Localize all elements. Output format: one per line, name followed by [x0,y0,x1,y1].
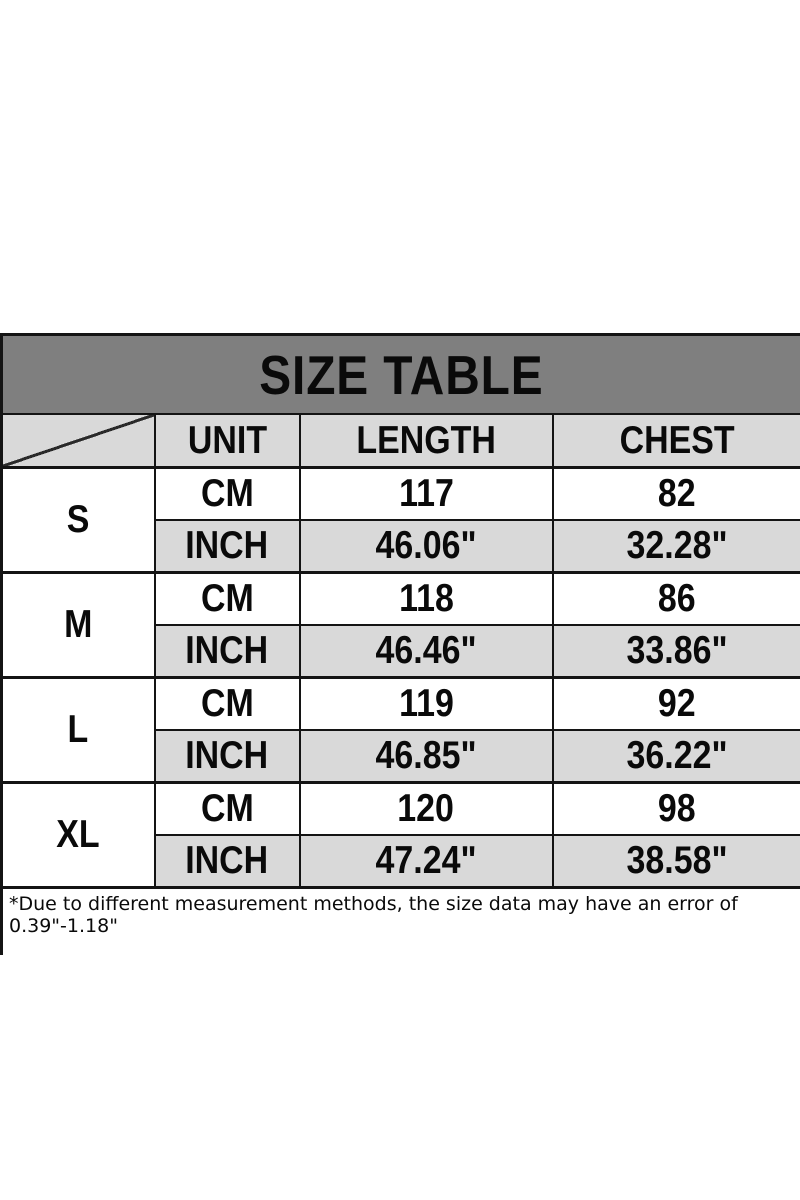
diagonal-line [3,415,154,466]
cell-text: CM [200,787,254,830]
size-label-xl-text: XL [56,813,100,856]
cell-xl-cm-chest [553,783,800,836]
cell-text: 118 [398,577,454,620]
cell-text: CM [200,577,254,620]
cell-text: 38.58" [626,839,728,882]
size-table [0,333,800,955]
footnote: *Due to different measurement methods, the size data may have an error of 0.39"-1.18" [0,889,800,955]
cell-m-cm-length [300,573,553,626]
table-title [2,335,800,415]
row-l-cm [2,678,800,731]
cell-text: 46.46" [375,629,477,672]
col-header-unit [155,414,300,468]
cell-s-inch-unit [155,520,300,573]
cell-text: 86 [657,577,696,620]
cell-text: 92 [657,682,696,725]
cell-xl-cm-unit [155,783,300,836]
cell-s-inch-length [300,520,553,573]
cell-xl-inch-unit [155,835,300,888]
col-header-unit-text: UNIT [187,418,267,462]
cell-s-cm-length [300,468,553,521]
row-s-cm [2,468,800,521]
cell-text: CM [200,472,254,515]
table-title-text: SIZE TABLE [259,343,544,406]
cell-xl-inch-chest [553,835,800,888]
size-table-grid [0,333,800,889]
cell-text: 46.06" [375,524,477,567]
cell-text: 33.86" [626,629,728,672]
cell-l-cm-chest [553,678,800,731]
size-label-l [2,678,155,783]
cell-m-cm-unit [155,573,300,626]
cell-text: INCH [185,839,269,882]
cell-l-cm-unit [155,678,300,731]
row-xl-cm [2,783,800,836]
cell-l-inch-length [300,730,553,783]
cell-text: 82 [657,472,696,515]
cell-s-cm-unit [155,468,300,521]
cell-text: 119 [398,682,454,725]
cell-text: 98 [657,787,696,830]
size-label-m [2,573,155,678]
col-header-length [300,414,553,468]
cell-m-inch-length [300,625,553,678]
diagonal-header-cell [2,414,155,468]
row-m-cm [2,573,800,626]
size-label-s-text: S [66,498,90,541]
cell-xl-cm-length [300,783,553,836]
cell-l-inch-unit [155,730,300,783]
cell-text: 120 [397,787,455,830]
cell-s-inch-chest [553,520,800,573]
col-header-length-text: LENGTH [356,418,496,462]
cell-text: 32.28" [626,524,728,567]
cell-text: 36.22" [626,734,728,777]
cell-s-cm-chest [553,468,800,521]
cell-text: INCH [185,524,269,567]
size-label-l-text: L [67,708,89,751]
cell-l-inch-chest [553,730,800,783]
cell-text: 117 [398,472,454,515]
cell-xl-inch-length [300,835,553,888]
cell-text: INCH [185,734,269,777]
cell-m-cm-chest [553,573,800,626]
cell-l-cm-length [300,678,553,731]
cell-text: 47.24" [375,839,477,882]
cell-m-inch-unit [155,625,300,678]
size-label-xl [2,783,155,888]
cell-m-inch-chest [553,625,800,678]
cell-text: 46.85" [375,734,477,777]
size-label-m-text: M [64,603,93,646]
size-label-s [2,468,155,573]
title-row [2,335,800,415]
header-row [2,414,800,468]
cell-text: CM [200,682,254,725]
cell-text: INCH [185,629,269,672]
col-header-chest-text: CHEST [619,418,735,462]
col-header-chest [553,414,800,468]
